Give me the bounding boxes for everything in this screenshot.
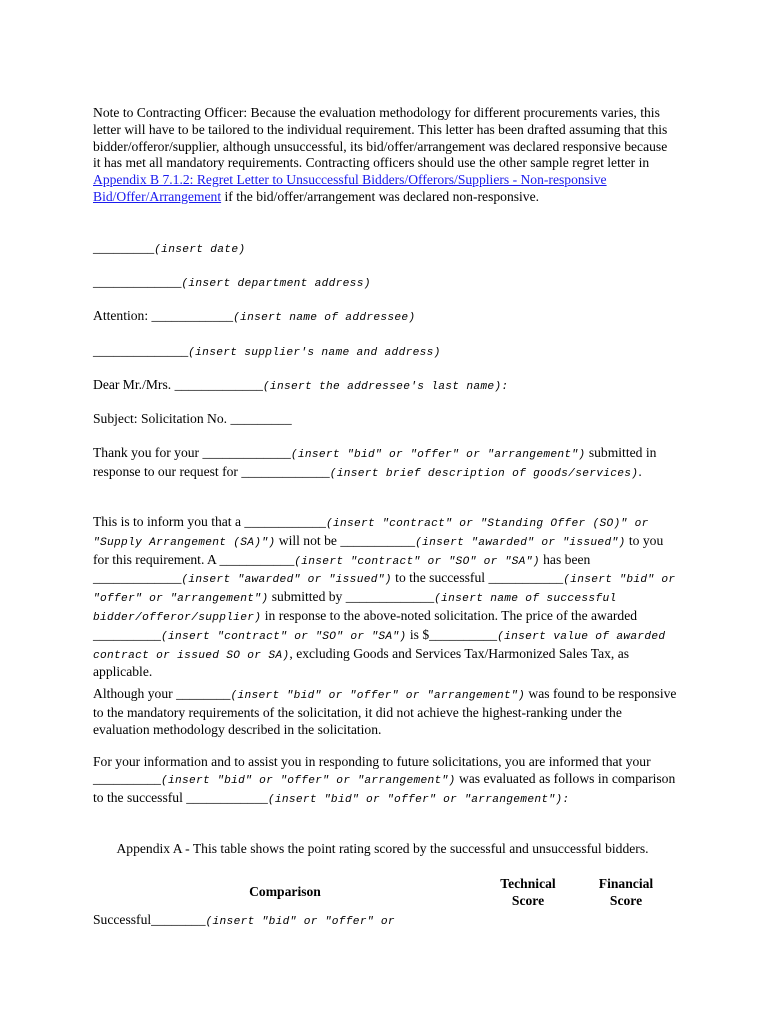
hint: (insert "bid" or "offer" or "arrangement") bbox=[230, 690, 526, 702]
subject-blank: _________ bbox=[230, 411, 292, 426]
text: submitted in response to our request for bbox=[93, 445, 657, 479]
hint: (insert "awarded" or "issued") bbox=[415, 536, 626, 549]
hint: (insert "contract" or "SO" or "SA") bbox=[160, 630, 407, 643]
date-line bbox=[93, 240, 678, 259]
hint: (insert "contract" or "Standing Offer (SO)" or "Supply Arrangement (SA)") bbox=[93, 518, 649, 549]
text: . bbox=[638, 463, 642, 479]
table-caption: Appendix A - This table shows the point rating scored by the successful and unsuccessful bidders. bbox=[116, 841, 649, 856]
attention-hint: (insert name of addressee) bbox=[233, 312, 416, 324]
text: was evaluated as follows in comparison to the successful bbox=[93, 770, 676, 805]
row-label: Successful bbox=[93, 912, 152, 927]
supplier-line bbox=[93, 343, 678, 362]
hint: (insert "awarded" or "issued") bbox=[181, 574, 392, 587]
blank: __________ bbox=[93, 770, 161, 786]
text: Although your bbox=[93, 686, 177, 701]
salutation-hint: (insert the addressee's last name) bbox=[262, 381, 502, 393]
blank: _____________ bbox=[202, 445, 291, 460]
salutation-end: : bbox=[501, 381, 509, 393]
hint: (insert "bid" or "offer" or "arrangement") bbox=[160, 774, 456, 787]
department-address-line bbox=[93, 274, 678, 293]
hint: (insert "bid" or "offer" or "arrangement") bbox=[93, 574, 676, 606]
hint: (insert value of awarded contract or issued SO or SA) bbox=[93, 630, 666, 662]
table-header-technical: Technical Score bbox=[500, 876, 556, 908]
although-paragraph bbox=[93, 686, 678, 738]
text: to the successful bbox=[391, 570, 489, 586]
blank: ___________ bbox=[488, 570, 564, 586]
blank: ________ bbox=[176, 686, 231, 701]
note-text-end: if the bid/offer/arrangement was declared non-responsive. bbox=[221, 188, 540, 204]
blank: __________ bbox=[429, 626, 498, 642]
attention-line bbox=[93, 308, 678, 327]
table-row bbox=[93, 912, 678, 931]
text: will not be bbox=[275, 532, 341, 548]
row-blank: ________ bbox=[151, 912, 206, 927]
hint: (insert "contract" or "SO" or "SA") bbox=[294, 555, 540, 568]
blank: _____________ bbox=[241, 463, 330, 479]
blank: ___________ bbox=[340, 532, 416, 548]
text: in response to the above-noted solicitation. The price of the awarded bbox=[261, 607, 638, 623]
hint: (insert brief description of goods/services) bbox=[329, 467, 639, 480]
table-header-financial: Financial Score bbox=[598, 876, 654, 908]
blank: ____________ bbox=[244, 514, 326, 529]
salutation-blank: _____________ bbox=[174, 377, 263, 392]
text: to you for this requirement. A bbox=[93, 532, 664, 567]
dept-blank: _____________ bbox=[93, 274, 182, 289]
date-blank: _________ bbox=[93, 240, 155, 255]
blank: __________ bbox=[93, 626, 161, 642]
attention-blank: ____________ bbox=[151, 308, 234, 323]
salutation bbox=[93, 377, 678, 396]
blank: _____________ bbox=[345, 589, 435, 605]
date-hint: (insert date) bbox=[154, 244, 246, 256]
text: This is to inform you that a bbox=[93, 514, 245, 529]
blank: ____________ bbox=[186, 789, 268, 805]
inform-paragraph bbox=[93, 514, 678, 681]
text: has been bbox=[539, 551, 591, 567]
text: submitted by bbox=[268, 589, 346, 605]
hint: (insert "bid" or "offer" or "arrangement") bbox=[290, 449, 586, 461]
hint: (insert name of successful bidder/offeror/supplier) bbox=[93, 593, 617, 624]
note-to-contracting-officer bbox=[93, 105, 678, 206]
blank: _____________ bbox=[93, 570, 182, 586]
text: : bbox=[562, 793, 570, 806]
note-text: Note to Contracting Officer: Because the evaluation methodology for different procurements varies, this letter will have to be tailored to the individual requirement. This letter has been drafted assuming that this bidder/offeror/supplier, although unsuccessful, its bid/offer/arrangement was declared responsive because it has met all mandatory requirements. Contracting officers should use the other sample regret letter in bbox=[93, 105, 668, 171]
row-hint: (insert "bid" or "offer" or bbox=[205, 916, 395, 928]
text: Thank you for your bbox=[93, 445, 203, 460]
table-header-comparison: Comparison bbox=[249, 884, 321, 899]
dept-hint: (insert department address) bbox=[181, 278, 371, 290]
subject-label: Subject: Solicitation No. bbox=[93, 411, 231, 426]
text: is $ bbox=[406, 626, 430, 642]
appendix-b-link[interactable]: Appendix B 7.1.2: Regret Letter to Unsuccessful Bidders/Offerors/Suppliers - Non-responsive Bid/Offer/Arrangement bbox=[93, 172, 607, 204]
supplier-hint: (insert supplier's name and address) bbox=[188, 347, 441, 359]
attention-label: Attention: bbox=[93, 308, 152, 323]
salutation-label: Dear Mr./Mrs. bbox=[93, 377, 175, 392]
text: was found to be responsive to the mandatory requirements of the solicitation, it did not achieve the highest-ranking under the evaluation methodology described in the solicitation. bbox=[93, 686, 677, 737]
subject-line bbox=[93, 411, 678, 428]
thank-you-paragraph bbox=[93, 445, 678, 483]
information-paragraph bbox=[93, 754, 678, 808]
supplier-blank: ______________ bbox=[93, 343, 189, 358]
text: , excluding Goods and Services Tax/Harmonized Sales Tax, as applicable. bbox=[93, 645, 630, 680]
blank: ___________ bbox=[219, 551, 295, 567]
text: For your information and to assist you in responding to future solicitations, you are informed that your bbox=[93, 754, 651, 769]
hint: (insert "bid" or "offer" or "arrangement") bbox=[267, 793, 563, 806]
